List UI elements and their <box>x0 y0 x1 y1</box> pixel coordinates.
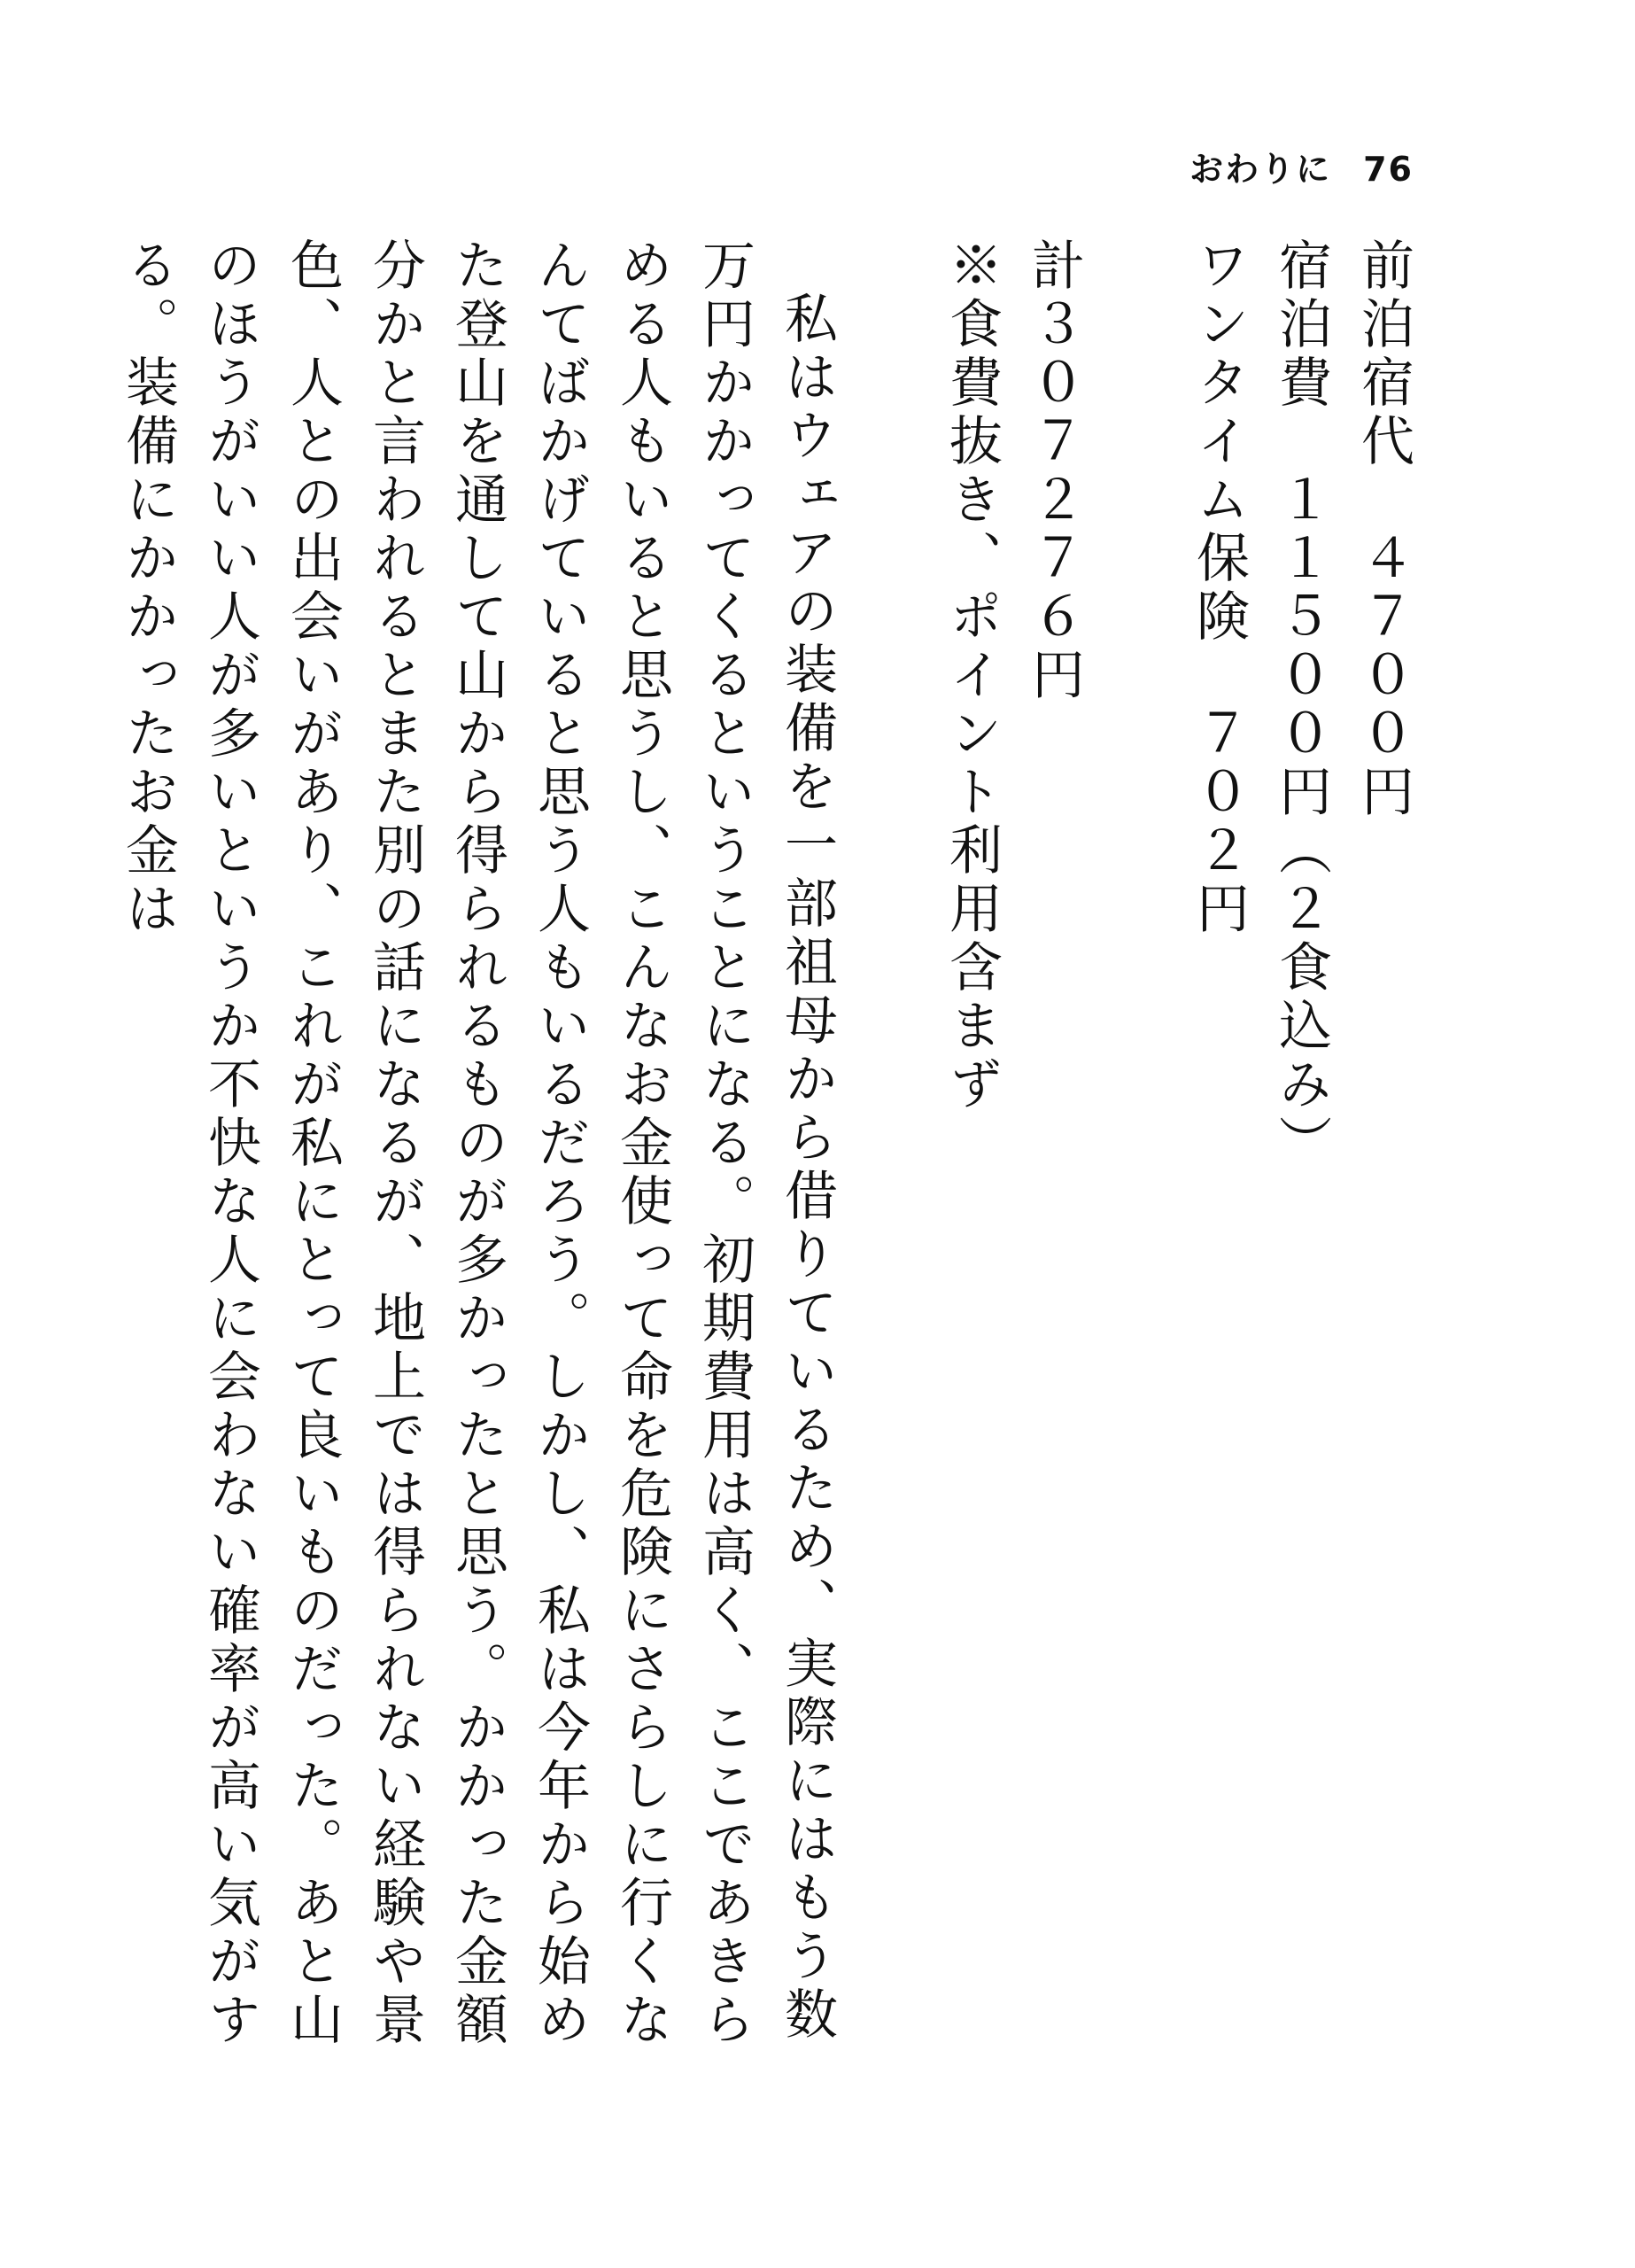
blank-line <box>1095 237 1177 2080</box>
vertical-text-block <box>106 237 1424 2080</box>
blank-line <box>848 237 930 2080</box>
total-line: 計３０７２７６円 <box>1023 237 1085 705</box>
cost-line-insurance: ワンタイム保険 ７０２円 <box>1188 237 1250 939</box>
note-line: ※食費抜き、ポイント利用含まず <box>941 237 1003 1115</box>
running-header <box>1189 142 1414 190</box>
cost-line-pre-stay: 前泊宿代 ４７００円 <box>1352 237 1414 822</box>
cost-line-lodging: 宿泊費 １１５００円（２食込み） <box>1270 237 1332 1173</box>
section-title: おわりに <box>1189 150 1332 189</box>
page-number: 76 <box>1363 150 1414 189</box>
cost-list <box>1177 237 1424 2080</box>
body-paragraph: 私はウェアの装備を一部祖母から借りているため、実際にはもう数万円かかってくるということになる。初期費用は高く、ここであきらめる人もいると思うし、こんなお金使って命を危険にさらしに行くなんてばかげていると思う人もいるだろう。しかし、私は今年から始めた登山を通して山から得られるものが多かったと思う。かかった金額分かと言われるとまた別の話になるが、地上では得られない経験や景色、人との出会いがあり、これが私にとって良いものだった。あと山のほうがいい人が多いというか不快な人に会わない確率が高い気がする。装備にかかったお金は <box>117 237 838 2050</box>
